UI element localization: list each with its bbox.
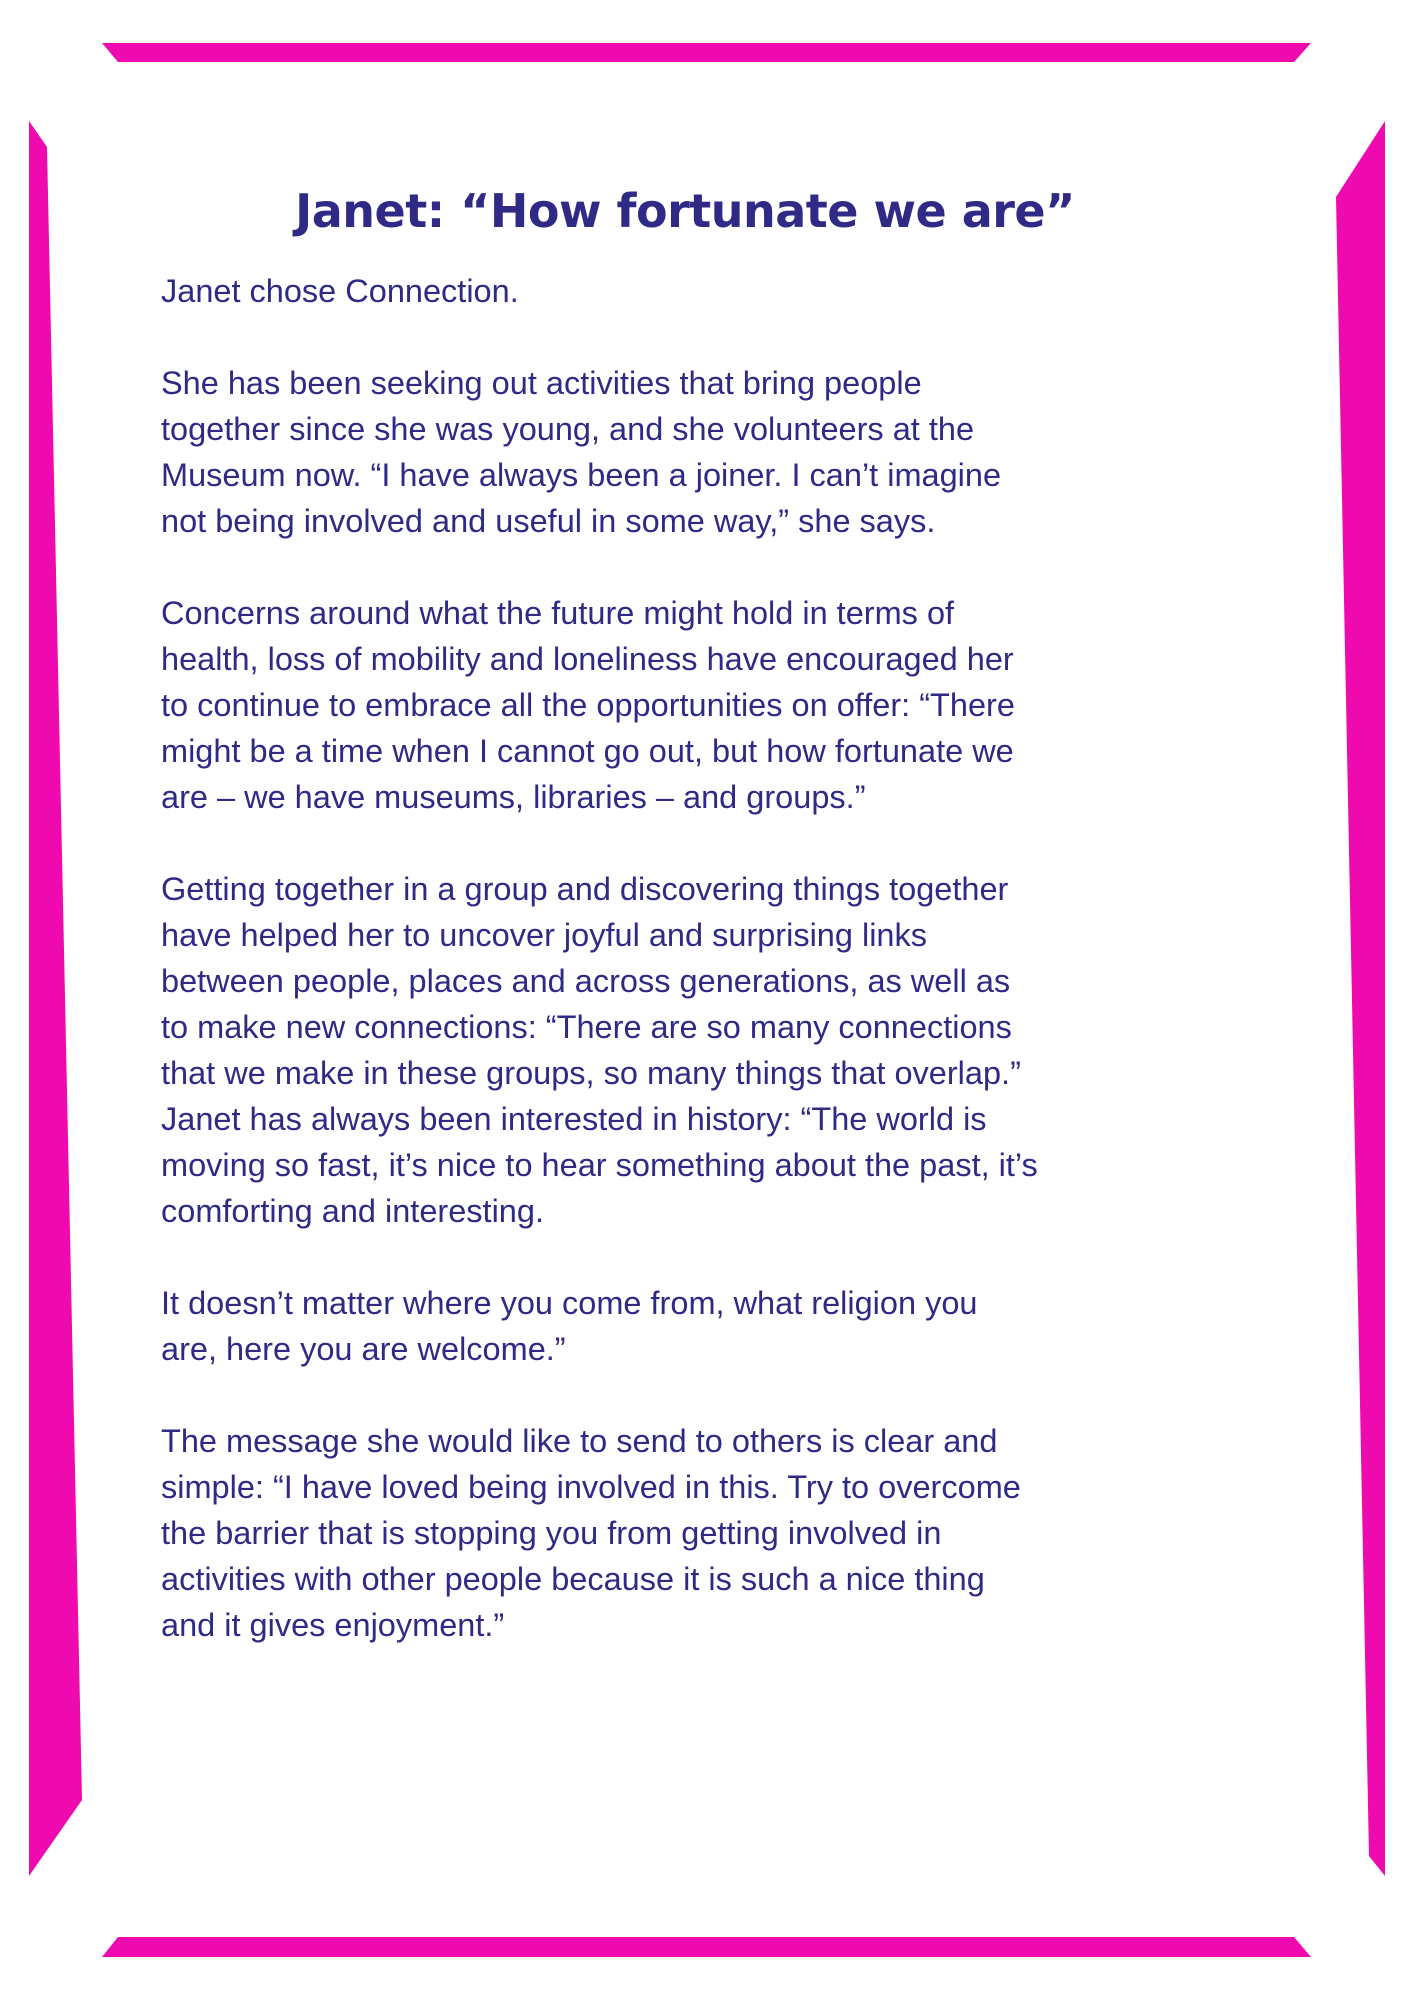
bottom-border-bar	[102, 1937, 1311, 1957]
paragraph-6	[161, 1418, 1261, 1648]
text-line: health, loss of mobility and loneliness have encouraged her	[161, 641, 1014, 677]
text-line: are, here you are welcome.”	[161, 1331, 566, 1367]
text-line: activities with other people because it is such a nice thing	[161, 1561, 985, 1597]
text-line: to make new connections: “There are so many connections	[161, 1009, 1012, 1045]
text-line: have helped her to uncover joyful and surprising links	[161, 917, 928, 953]
text-line: not being involved and useful in some way,” she says.	[161, 503, 936, 539]
paragraph-4	[161, 866, 1261, 1234]
text-line: moving so fast, it’s nice to hear something about the past, it’s	[161, 1147, 1038, 1183]
paragraph-5	[161, 1280, 1261, 1372]
text-line: Concerns around what the future might hold in terms of	[161, 595, 955, 631]
text-line: the barrier that is stopping you from getting involved in	[161, 1515, 942, 1551]
text-line: She has been seeking out activities that bring people	[161, 365, 922, 401]
text-line: It doesn’t matter where you come from, what religion you	[161, 1285, 978, 1321]
text-line: are – we have museums, libraries – and groups.”	[161, 779, 866, 815]
paragraph-3	[161, 590, 1261, 820]
text-line: that we make in these groups, so many things that overlap.”	[161, 1055, 1021, 1091]
right-border-bar	[1336, 121, 1385, 1876]
text-line: The message she would like to send to others is clear and	[161, 1423, 998, 1459]
paragraph-1	[161, 268, 1261, 314]
page-title: Janet: “How fortunate we are”	[295, 184, 1075, 238]
text-line: comforting and interesting.	[161, 1193, 544, 1229]
text-line: and it gives enjoyment.”	[161, 1607, 505, 1643]
text-line: between people, places and across generations, as well as	[161, 963, 1011, 999]
text-line: Museum now. “I have always been a joiner. I can’t imagine	[161, 457, 1002, 493]
text-line: might be a time when I cannot go out, but how fortunate we	[161, 733, 1014, 769]
article	[161, 182, 1261, 1694]
text-line: Getting together in a group and discovering things together	[161, 871, 1009, 907]
text-line: together since she was young, and she volunteers at the	[161, 411, 975, 447]
top-border-bar	[102, 43, 1311, 62]
text-line: to continue to embrace all the opportunities on offer: “There	[161, 687, 1015, 723]
paragraph-2	[161, 360, 1261, 544]
left-border-bar	[29, 121, 82, 1876]
text-line: Janet has always been interested in history: “The world is	[161, 1101, 987, 1137]
text-line: Janet chose Connection.	[161, 273, 519, 309]
text-line: simple: “I have loved being involved in this. Try to overcome	[161, 1469, 1021, 1505]
